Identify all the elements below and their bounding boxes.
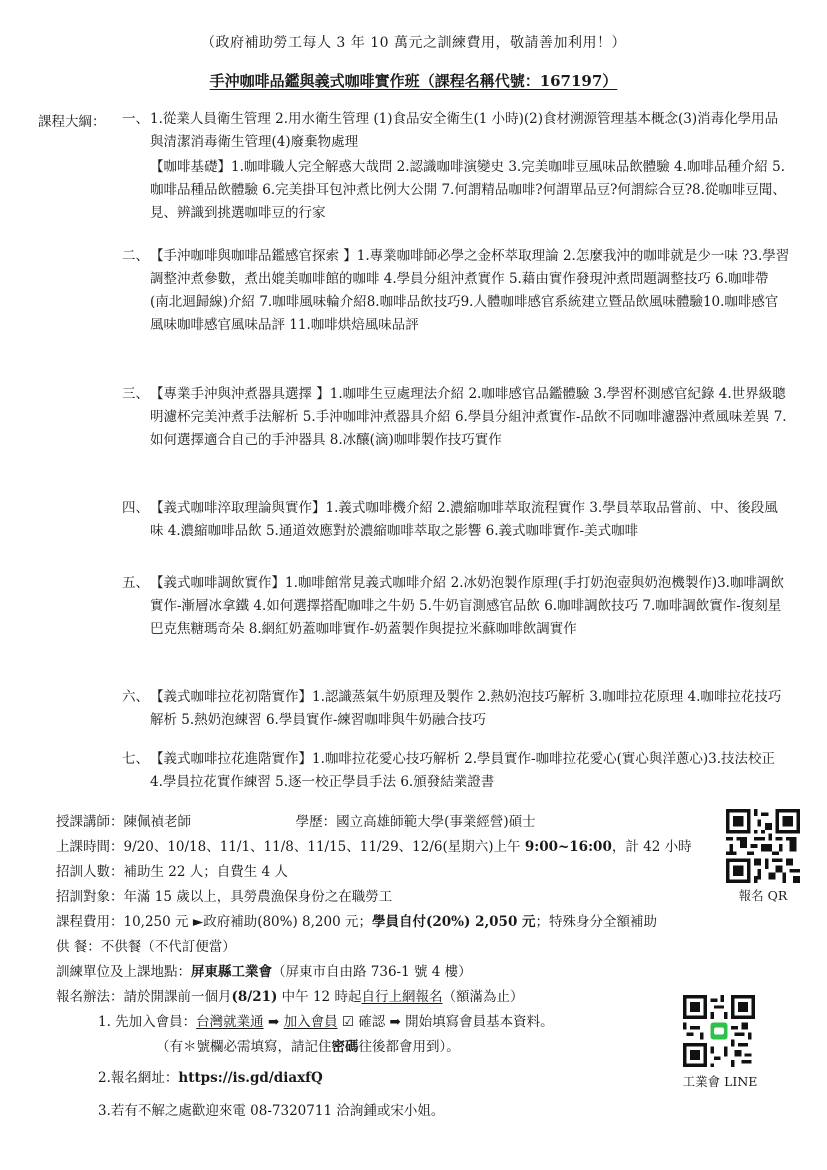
venue-address: （屏東市自由路 736-1 號 4 樓） [272, 964, 472, 980]
step-2-row [56, 1066, 736, 1091]
section-num: 三、 [122, 386, 149, 402]
step-1-note-pre: （有＊號欄必需填寫，請記住 [156, 1039, 332, 1055]
arrow-icon: ➡ [263, 1014, 284, 1030]
enroll-label: 招訓人數： [56, 864, 124, 880]
schedule-row [56, 835, 736, 860]
step-1-row [56, 1010, 736, 1035]
section-paragraph: 【義式咖啡拉花初階實作】1.認識蒸氣牛奶原理及製作 2.熱奶泡技巧解析 3.咖啡拉花原理 4.咖啡拉花技巧解析 5.熱奶泡練習 6.學員實作-練習咖啡與牛奶融合技巧 [150, 689, 782, 728]
schedule-total: ，計 42 小時 [611, 839, 692, 855]
section-6 [122, 686, 790, 732]
step-1-pre: 1. 先加入會員： [98, 1014, 197, 1030]
venue-row [56, 960, 736, 985]
section-3 [122, 383, 790, 452]
section-paragraph: 1.從業人員衛生管理 2.用水衛生管理 (1)食品安全衛生(1 小時)(2)食材溯源管理基本概念(3)消毒化學用品與清潔消毒衛生管理(4)廢棄物處理 [150, 111, 779, 150]
venue-label: 訓練單位及上課地點： [56, 964, 191, 980]
step-1-post: ☑ 確認 ➡ 開始填寫會員基本資料。 [337, 1014, 554, 1030]
line-qr-label: 工業會 LINE [682, 1074, 758, 1089]
course-title [0, 70, 827, 91]
line-qr-code[interactable] [683, 995, 755, 1067]
section-2 [122, 245, 790, 337]
taiwan-jobs-link[interactable]: 台灣就業通 [196, 1014, 264, 1030]
section-num: 七、 [122, 751, 149, 767]
fee-row [56, 910, 796, 935]
course-info [56, 810, 736, 1124]
section-num: 四、 [122, 500, 149, 516]
section-paragraph: 【義式咖啡拉花進階實作】1.咖啡拉花愛心技巧解析 2.學員實作-咖啡拉花愛心(實心與洋蔥心)3.技法校正 4.學員拉花實作練習 5.逐一校正學員手法 6.頒發結業證書 [150, 751, 776, 790]
step-1-note-row [56, 1035, 736, 1060]
instructor-row [56, 810, 736, 835]
section-num: 六、 [122, 689, 149, 705]
instructor-label: 授課講師： [56, 814, 124, 830]
step-1-note-password: 密碼 [331, 1039, 359, 1055]
meal-label: 供 餐： [56, 939, 101, 955]
fee-label: 課程費用： [56, 914, 124, 930]
registration-row [56, 985, 736, 1010]
course-title-name: 手沖咖啡品鑑與義式咖啡實作班 [209, 72, 420, 90]
target-value: 年滿 15 歲以上，具勞農漁保身份之在職勞工 [123, 889, 393, 905]
signup-qr-code[interactable] [726, 809, 800, 883]
join-member-link[interactable]: 加入會員 [283, 1014, 338, 1030]
registration-post: （額滿為止） [442, 989, 524, 1005]
instructor-name: 陳佩禎老師 [123, 814, 191, 830]
section-5 [122, 572, 790, 641]
enroll-value: 補助生 22 人；自費生 4 人 [123, 864, 288, 880]
enroll-row [56, 860, 736, 885]
registration-pre: 請於開課前一個月 [123, 989, 232, 1005]
target-label: 招訓對象： [56, 889, 124, 905]
venue-org: 屏東縣工業會 [191, 964, 272, 980]
signup-url-link[interactable]: https://is.gd/diaxfQ [178, 1070, 323, 1086]
section-num: 一、 [122, 111, 149, 127]
registration-online-link[interactable]: 自行上網報名 [361, 989, 443, 1005]
fee-note: ；特殊身分全額補助 [535, 914, 658, 930]
education-label: 學歷： [295, 814, 337, 830]
section-paragraph: 【咖啡基礎】1.咖啡職人完全解惑大哉問 2.認識咖啡演變史 3.完美咖啡豆風味品飲體驗 4.咖啡品種介紹 5.咖啡品種品飲體驗 6.完美掛耳包沖煮比例大公開 7.何謂精品咖啡?何謂單品豆?何謂綜合豆?8.從咖啡豆聞、見、辨識到挑選咖啡豆的行家 [150, 159, 786, 221]
registration-label: 報名辦法： [56, 989, 124, 1005]
step-3-row: 3.若有不解之處歡迎來電 08-7320711 洽詢鍾或宋小姐。 [98, 1103, 445, 1119]
section-paragraph: 【義式咖啡調飲實作】1.咖啡館常見義式咖啡介紹 2.冰奶泡製作原理(手打奶泡壺與奶泡機製作)3.咖啡調飲實作-漸層冰拿鐵 4.如何選擇搭配咖啡之牛奶 5.牛奶盲測感官品飲 6.咖啡調飲技巧 7.咖啡調飲實作-復刻星巴克焦糖瑪奇朵 8.網紅奶蓋咖啡實作-奶蓋製作與提拉米蘇咖啡飲調實作 [150, 575, 784, 637]
section-paragraph: 【專業手沖與沖煮器具選擇 】1.咖啡生豆處理法介紹 2.咖啡感官品鑑體驗 3.學習杯測感官紀錄 4.世界級聰明濾杯完美沖煮手法解析 5.手沖咖啡沖煮器具介紹 6.學員分組沖煮實作-品飲不同咖啡濾器沖煮風味差異 7.如何選擇適合自己的手沖器具 8.冰釀(滴)咖啡製作技巧實作 [150, 386, 787, 448]
section-paragraph: 【手沖咖啡與咖啡品鑑感官探索 】1.專業咖啡師必學之金杯萃取理論 2.怎麼我沖的咖啡就是少一味 ?3.學習調整沖煮參數，煮出媲美咖啡館的咖啡 4.學員分組沖煮實作 5.藉由實作發現沖煮問題調整技巧 6.咖啡帶 (南北迴歸線)介紹 7.咖啡風味輪介紹8.咖啡品飲技巧9.人體咖啡感官系統建立暨品飲風味體驗10.咖啡感官風味咖啡感官風味品評 11.咖啡烘焙風味品評 [150, 248, 790, 333]
registration-mid: 中午 12 時起 [277, 989, 362, 1005]
schedule-time: 9:00~16:00 [524, 839, 612, 855]
registration-date: (8/21) [231, 989, 278, 1005]
section-7 [122, 748, 790, 794]
fee-main: 10,250 元 ►政府補助(80%) 8,200 元； [123, 914, 372, 930]
section-num: 五、 [122, 575, 149, 591]
signup-qr-label: 報名 QR [738, 888, 788, 903]
target-row [56, 885, 736, 910]
section-1 [122, 108, 790, 225]
subsidy-note: （政府補助勞工每人 3 年 10 萬元之訓練費用，敬請善加利用！） [200, 35, 627, 51]
step-1-note-post: 往後都會用到）。 [358, 1039, 460, 1055]
section-paragraph: 【義式咖啡淬取理論與實作】1.義式咖啡機介紹 2.濃縮咖啡萃取流程實作 3.學員萃取品嘗前、中、後段風味 4.濃縮咖啡品飲 5.通道效應對於濃縮咖啡萃取之影響 6.義式咖啡實作-美式咖啡 [150, 500, 778, 539]
meal-value: 不供餐（不代訂便當） [100, 939, 236, 955]
course-code: （課程名稱代號：167197） [419, 72, 618, 90]
schedule-label: 上課時間： [56, 839, 124, 855]
outline-label: 課程大綱： [38, 114, 106, 130]
step-2-label: 2.報名網址： [98, 1070, 179, 1086]
section-4 [122, 497, 790, 543]
meal-row [56, 935, 736, 960]
education-value: 國立高雄師範大學(事業經營)碩士 [336, 814, 536, 830]
schedule-dates: 9/20、10/18、11/1、11/8、11/15、11/29、12/6(星期六)上午 [123, 839, 521, 855]
section-num: 二、 [122, 248, 149, 264]
fee-self-pay: 學員自付(20%) 2,050 元 [371, 914, 536, 930]
